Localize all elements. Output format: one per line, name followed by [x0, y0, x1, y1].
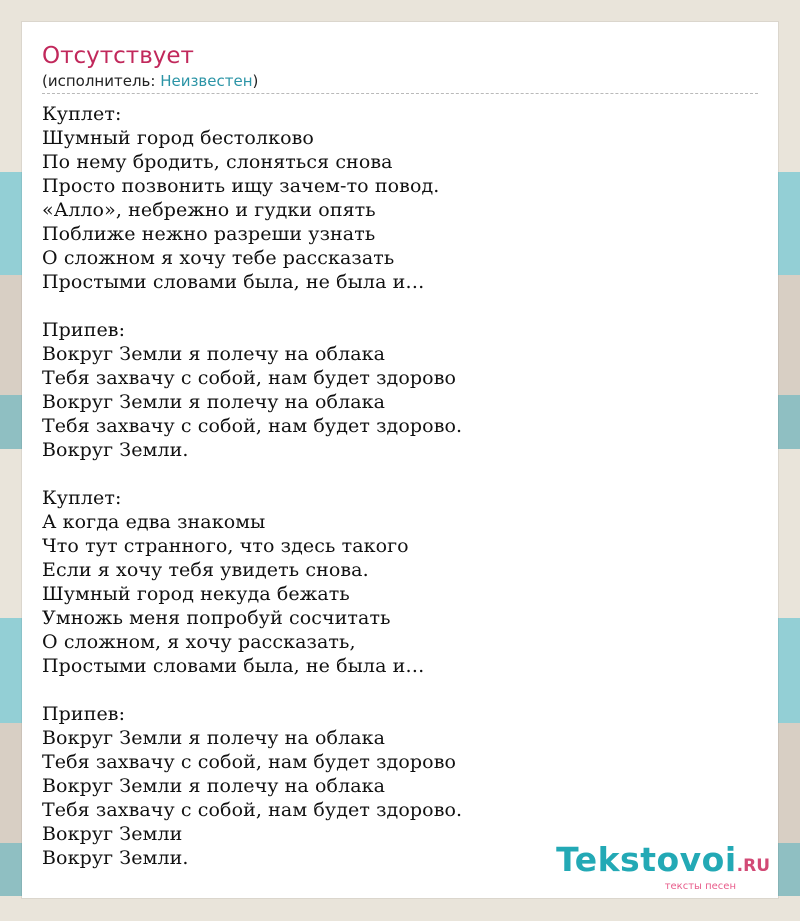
song-header — [42, 42, 758, 94]
lyric-line: А когда едва знакомы — [42, 511, 266, 533]
lyric-line: Простыми словами была, не была и… — [42, 271, 425, 293]
lyric-line: Куплет: — [42, 103, 122, 125]
lyric-line: Просто позвонить ищу зачем-то повод. — [42, 175, 440, 197]
logo-name: Tekstovoi — [556, 840, 737, 879]
logo-wordmark — [556, 842, 770, 884]
lyric-line: О сложном, я хочу рассказать, — [42, 631, 356, 653]
lyric-line: Вокруг Земли я полечу на облака — [42, 727, 386, 749]
lyric-line: Куплет: — [42, 487, 122, 509]
lyric-line: «Алло», небрежно и гудки опять — [42, 199, 376, 221]
logo-tld: .RU — [736, 856, 770, 876]
lyric-line: Шумный город бестолково — [42, 127, 314, 149]
lyric-line: Припев: — [42, 703, 126, 725]
lyric-line: Шумный город некуда бежать — [42, 583, 350, 605]
lyric-line: Умножь меня попробуй сосчитать — [42, 607, 391, 629]
lyrics-text — [42, 102, 758, 870]
lyric-line: Тебя захвачу с собой, нам будет здорово — [42, 751, 457, 773]
lyric-line: Вокруг Земли. — [42, 439, 189, 461]
lyric-line: Если я хочу тебя увидеть снова. — [42, 559, 369, 581]
lyric-line: Вокруг Земли. — [42, 847, 189, 869]
lyrics-card — [22, 22, 778, 898]
lyric-line: Вокруг Земли я полечу на облака — [42, 343, 386, 365]
tekstovoi-logo[interactable] — [556, 842, 770, 892]
lyric-line: Поближе нежно разреши узнать — [42, 223, 376, 245]
lyric-blank-line — [42, 678, 758, 702]
lyric-blank-line — [42, 294, 758, 318]
performer-suffix: ) — [252, 72, 259, 90]
lyric-line: Тебя захвачу с собой, нам будет здорово — [42, 367, 457, 389]
lyric-line: Тебя захвачу с собой, нам будет здорово. — [42, 415, 463, 437]
lyric-line: Вокруг Земли я полечу на облака — [42, 775, 386, 797]
lyric-line: Вокруг Земли я полечу на облака — [42, 391, 386, 413]
lyric-line: О сложном я хочу тебе рассказать — [42, 247, 395, 269]
lyric-line: Что тут странного, что здесь такого — [42, 535, 409, 557]
lyric-line: По нему бродить, слоняться снова — [42, 151, 393, 173]
performer-link[interactable]: Неизвестен — [160, 72, 253, 90]
song-title: Отсутствует — [42, 43, 194, 69]
lyric-line: Припев: — [42, 319, 126, 341]
performer-prefix: (исполнитель: — [42, 72, 161, 90]
lyric-line: Вокруг Земли — [42, 823, 183, 845]
performer-line — [42, 71, 758, 94]
logo-tagline: тексты песен — [664, 881, 736, 892]
lyric-line: Простыми словами была, не была и… — [42, 655, 425, 677]
lyric-line: Тебя захвачу с собой, нам будет здорово. — [42, 799, 463, 821]
lyric-blank-line — [42, 462, 758, 486]
